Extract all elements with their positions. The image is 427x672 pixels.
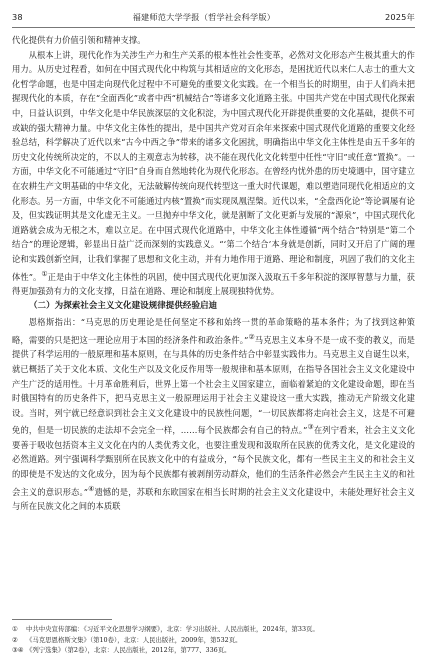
footnotes [12,624,415,656]
paragraph-text: 恩格斯指出：“马克思的历史理论是任何坚定不移和始终一贯的革命策略的基本条件；为了找到这种策略，需要的只是把这一理论应用于本国的经济条件和政治条件。” [12,317,415,345]
section-heading: （二）为探索社会主义文化建设规律提供经验启迪 [29,301,218,312]
paragraph-cultural-subjectivity [12,48,415,299]
footnote-text: 中共中央宣传部编：《习近平文化思想学习纲要》，北京：学习出版社、人民出版社，2024年，第33页。 [26,625,319,633]
footnote-mark: ① [12,625,18,633]
paragraph-text: 从根本上讲，现代化作为关涉生产力和生产关系的根本性社会性变革，必然对文化形态产生极其重大的作用力。从历史过程看，如何在中国式现代化中构筑与其相适应的文化形态，是困扰近代以来仁人志士的重大文化哲学命题，也是中国走向现代化过程中不可避免的重要文化实践。在一个相当长的时期里，由于人们尚未把握现代化的本质，存在“全面西化”或者中西“机械结合”等诸多文化道路主张。中国共产党在中国式现代化探索中，日益认识到，中华文化是中华民族深层的文化积淀，为中国式现代化开辟提供重要的文化基础，提供不可或缺的强大精神力量。中华文化主体性的提出，是中国共产党对百余年来探索中国式现代化道路的重要文化经验总结，科学解决了近代以来“古今中西之争”带来的诸多文化困扰，明确指出中华文化主体性是由五千多年的历史文化传统所决定的，不以人的主观意志为转移，决不能在现代化文化转型中任性“守旧”或任意“置换”。一方面，中华文化不可能通过“守旧”自身而自然地转化为现代化形态。在曾经内忧外患的历史境遇中，国守建立在农耕生产文明基础的中华文化，无法破解传统向现代转型这一重大时代课题，难以塑造同现代化相适应的文化形态。另一方面，中华文化不可能通过内核“置换”而实现凤凰涅槃。近代以来，“全盘西化论”等论调屡有论及，但实践证明其是文化虚无主义。一旦抛弃中华文化，就是割断了文化更新与发展的“源泉”，中国式现代化道路就会成为无根之木，难以立足。在中国式现代化道路中，中华文化主体性遵循“两个结合”特别是“第二个结合”的理论逻辑，彰显出日益广泛而深刻的实践意义。“‘第二个结合’本身就是创新，同时又开启了广阔的理论和实践创新空间，让我们掌握了思想和文化主动，并有力地作用于道路、理论和制度，巩固了我们的文化主体性”。 [12,49,415,282]
running-header [12,10,415,24]
footnote-item [12,635,415,646]
footnote-text: 《马克思恩格斯文集》（第10卷），北京：人民出版社，2009年，第532页。 [26,635,242,644]
footnote-ref[interactable]: ④ [88,484,95,493]
footnote-mark: ② [12,635,18,644]
footnote-item [12,624,415,635]
paragraph-continuation: 代化提供有力价值引领和精神支撑。 [12,35,146,45]
header-rule [12,27,415,28]
footnote-item [12,645,415,656]
footnote-rule [12,619,112,620]
footnote-ref[interactable]: ③ [307,423,314,432]
paragraph-text: 马克思主义本身不是一成不变的教义，而是提供了科学运用的一般原理和基本原则，在与具体的历史条件结合中彰显实践伟力。马克思主义自诞生以来，就已概括了关于文化本质、文化生产以及文化反作用等一般规律和基本原则，在指导各国社会主义文化建设中产生广泛的适用性。十月革命胜利后，世界上第一个社会主义国家建立，面临着紧迫的文化建设命题，即在当时俄国特有的历史条件下，把马克思主义一般原理运用于社会主义建设这一重大实践，推动无产阶级文化建设。当时，列宁就已经意识到社会主义文化建设中的民族性问题，“一切民族都将走向社会主义，这是不可避免的，但是一切民族的走法却不会完全一样，……每个民族都会有自己的特点。” [12,334,416,436]
paragraph-socialist-culture [12,315,415,513]
footnote-ref[interactable]: ① [41,269,48,278]
header-year: 2025年 [384,11,415,22]
paragraph-text: 正是由于中华文化主体性的巩固，使中国式现代化更加深入汲取五千多年积淀的深厚智慧与力量，获得更加强劲有力的文化支撑，日益在道路、理论和制度上展现独特优势。 [12,271,415,296]
paragraph-text: 在列宁看来，社会主义文化要善于吸收包括资本主义文化在内的人类优秀文化，也要注重发现和汲取所在民族的优秀文化，是文化建设的必然道路。列宁强调科学甄别所在民族文化中的有益成分，“每个民族文化，都有一些民主主义的和社会主义的即使是不发达的文化成分，因为每个民族都有被剥削劳动群众，他们的生活条件必然会产生民主主义的和社会主义的意识形态。” [12,425,415,497]
page-number: 38 [12,12,23,22]
journal-title: 福建师范大学学报（哲学社会科学版） [132,11,276,22]
footnote-text: 《列宁选集》（第2卷），北京：人民出版社，2012年，第777、336页。 [26,646,231,655]
footnote-mark: ③④ [12,646,24,655]
paragraph-text: 遗憾的是，苏联和东欧国家在相当长时期的社会主义文化建设中，未能处理好社会主义与所在民族文化之间的本质联 [12,486,415,511]
footnote-ref[interactable]: ② [248,333,255,342]
article-body [12,33,415,513]
